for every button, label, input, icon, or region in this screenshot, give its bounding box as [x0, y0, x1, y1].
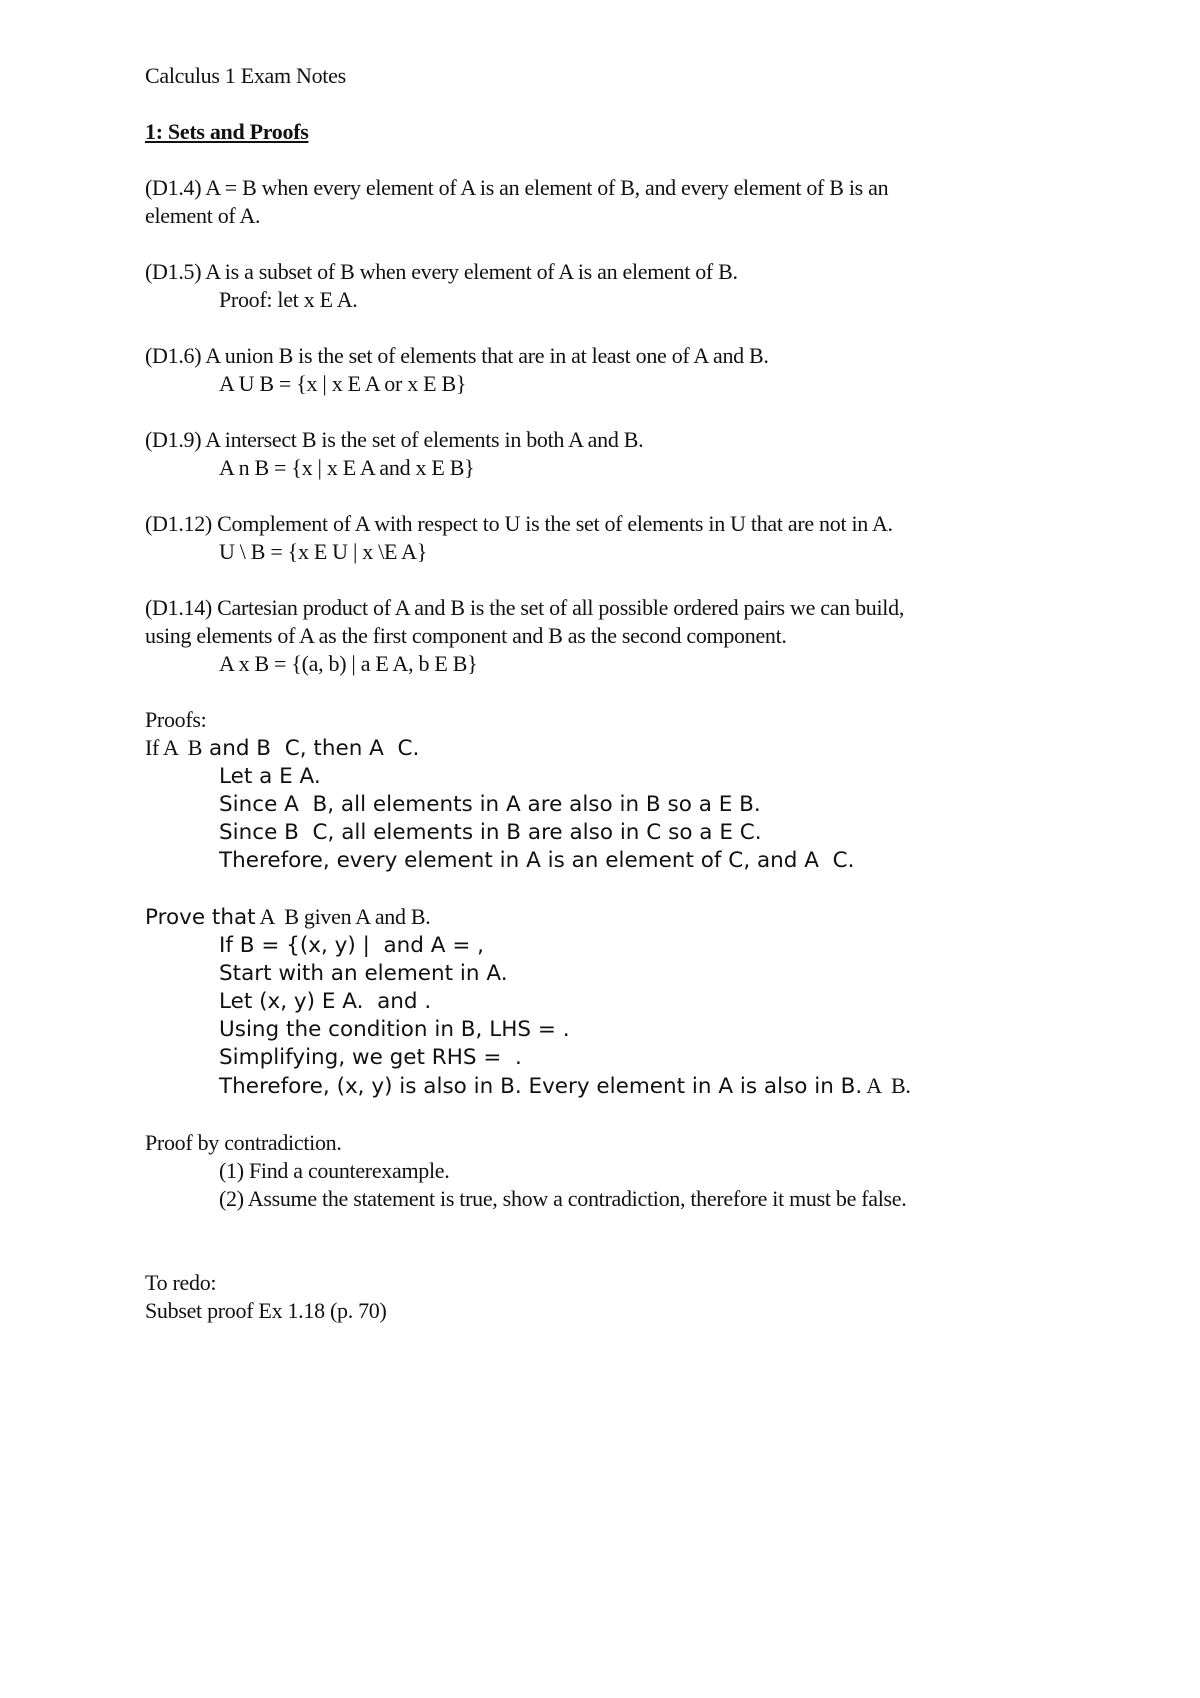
- notes-page: [145, 62, 1105, 1325]
- proof-statement: [145, 734, 1105, 763]
- todo-section: [145, 1269, 1105, 1325]
- section-heading: 1: Sets and Proofs: [145, 119, 309, 144]
- definition-text: (D1.4) A = B when every element of A is an element of B, and every element of B is an: [145, 175, 889, 200]
- definition-text: (D1.14) Cartesian product of A and B is the set of all possible ordered pairs we can build,: [145, 595, 905, 620]
- spacer: [145, 1241, 1105, 1269]
- definition-text: (D1.12) Complement of A with respect to U is the set of elements in U that are not in A.: [145, 511, 893, 536]
- definition-d1-9: [145, 426, 1105, 482]
- proof-statement-part: A B given A and B.: [255, 904, 431, 929]
- proof-conclusion-part: A B.: [862, 1073, 911, 1098]
- proof-step: Since A B, all elements in A are also in B so a E B.: [219, 792, 761, 817]
- proof-statement-part: Prove that: [145, 905, 256, 930]
- proof-conclusion: [145, 1072, 1105, 1101]
- proof-step: Start with an element in A.: [219, 961, 508, 986]
- proof-statement: [145, 903, 1105, 932]
- spacer: [145, 230, 1105, 258]
- definition-formula: A n B = {x | x E A and x E B}: [219, 455, 475, 480]
- proof-step: Therefore, every element in A is an element of C, and A C.: [219, 848, 855, 873]
- definition-d1-6: [145, 342, 1105, 398]
- spacer: [145, 90, 1105, 118]
- definition-text: (D1.6) A union B is the set of elements that are in at least one of A and B.: [145, 343, 769, 368]
- proof-statement-part: and B C, then A C.: [202, 736, 420, 761]
- proof-step: If B = {(x, y) | and A = ,: [219, 933, 485, 958]
- spacer: [145, 482, 1105, 510]
- definition-formula: A x B = {(a, b) | a E A, b E B}: [219, 651, 478, 676]
- proof-step: Let a E A.: [219, 764, 321, 789]
- proof-conclusion-part: Therefore, (x, y) is also in B. Every element in A is also in B.: [219, 1074, 863, 1099]
- todo-item: Subset proof Ex 1.18 (p. 70): [145, 1298, 387, 1323]
- spacer: [145, 566, 1105, 594]
- spacer: [145, 398, 1105, 426]
- definition-text: (D1.5) A is a subset of B when every element of A is an element of B.: [145, 259, 738, 284]
- definition-text: element of A.: [145, 203, 261, 228]
- proof-step: Let (x, y) E A. and .: [219, 989, 432, 1014]
- contradiction-label: Proof by contradiction.: [145, 1130, 342, 1155]
- proof-step: Simplifying, we get RHS = .: [219, 1045, 522, 1070]
- spacer: [145, 1101, 1105, 1129]
- definition-d1-4: [145, 174, 1105, 230]
- definition-formula: U \ B = {x E U | x \E A}: [219, 539, 427, 564]
- proof-statement-part: If A B: [145, 735, 203, 760]
- todo-label: To redo:: [145, 1270, 217, 1295]
- proof-step: Since B C, all elements in B are also in C so a E C.: [219, 820, 762, 845]
- spacer: [145, 1213, 1105, 1241]
- definition-text: using elements of A as the first component and B as the second component.: [145, 623, 787, 648]
- definition-text: (D1.9) A intersect B is the set of elements in both A and B.: [145, 427, 644, 452]
- definition-d1-12: [145, 510, 1105, 566]
- definition-d1-14: [145, 594, 1105, 678]
- spacer: [145, 146, 1105, 174]
- definition-d1-5: [145, 258, 1105, 314]
- contradiction-section: [145, 1129, 1105, 1213]
- proof-step: Using the condition in B, LHS = .: [219, 1017, 570, 1042]
- contradiction-item: (2) Assume the statement is true, show a contradiction, therefore it must be false.: [219, 1186, 907, 1211]
- spacer: [145, 678, 1105, 706]
- proofs-section: [145, 706, 1105, 1101]
- spacer: [145, 314, 1105, 342]
- contradiction-item: (1) Find a counterexample.: [219, 1158, 450, 1183]
- document-title: Calculus 1 Exam Notes: [145, 63, 346, 88]
- proofs-label: Proofs:: [145, 707, 207, 732]
- definition-formula: A U B = {x | x E A or x E B}: [219, 371, 467, 396]
- definition-note: Proof: let x E A.: [219, 287, 358, 312]
- spacer: [145, 875, 1105, 903]
